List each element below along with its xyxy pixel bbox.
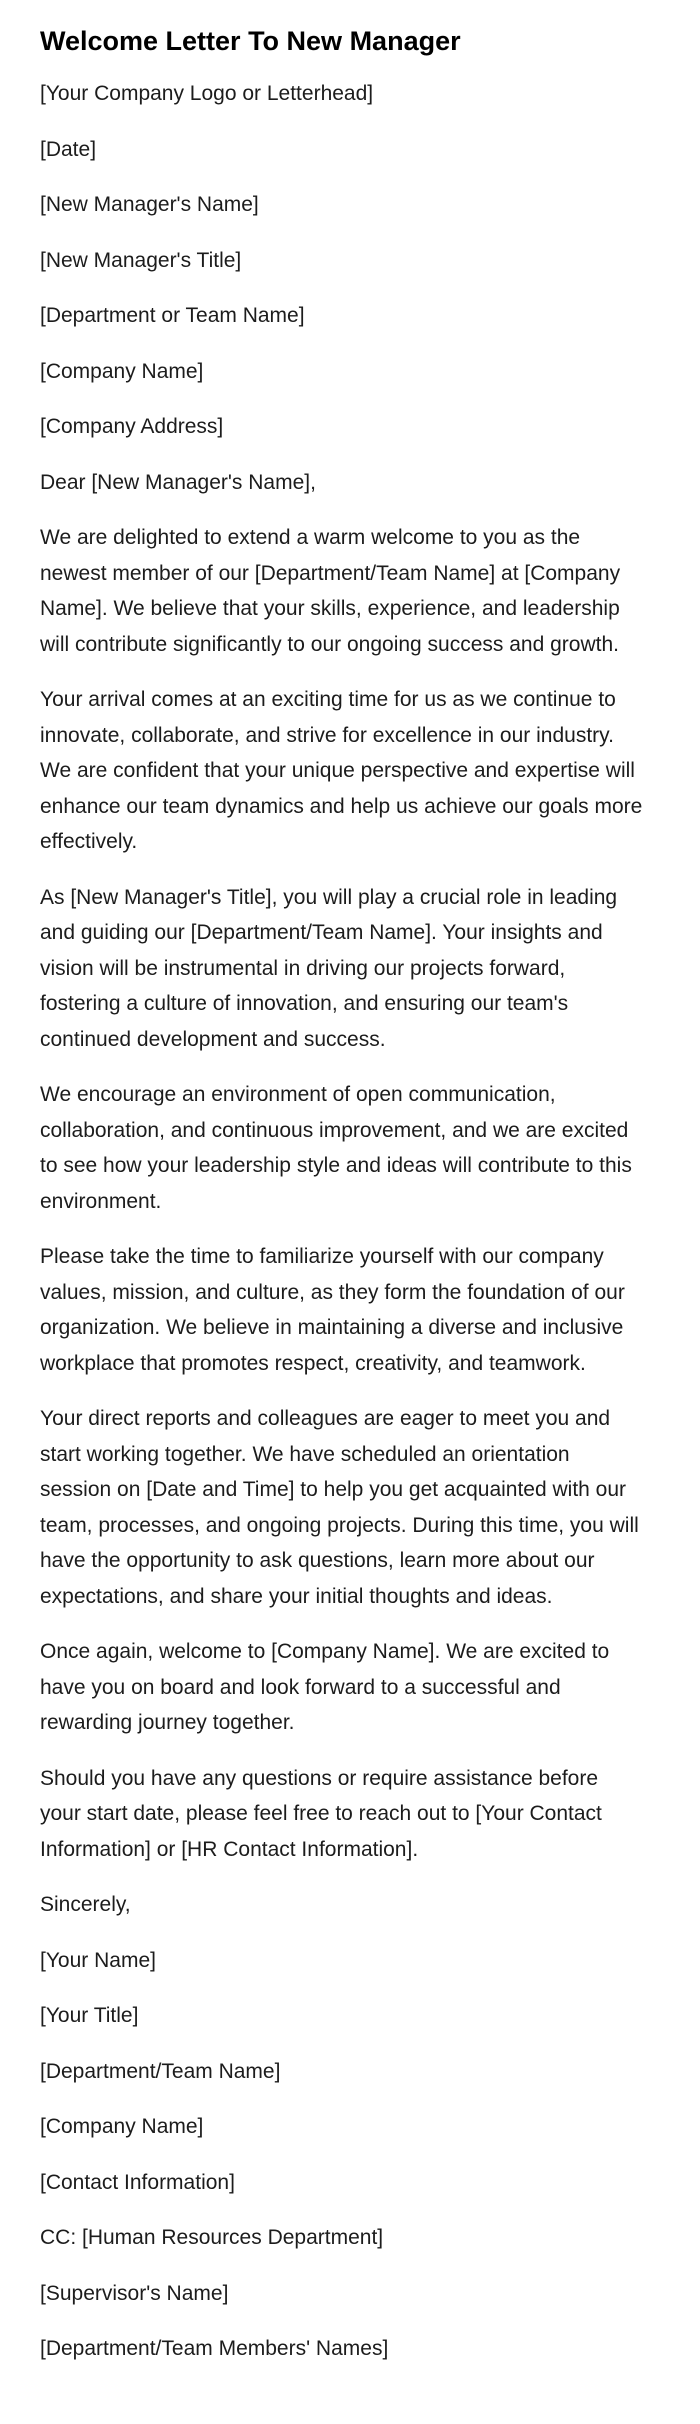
cc-team-line: [Department/Team Members' Names] [40, 2337, 389, 2360]
document-title: Welcome Letter To New Manager [40, 26, 461, 56]
signature-department: [Department/Team Name] [40, 2059, 281, 2083]
recipient-company-line: [Company Name] [40, 359, 204, 383]
body-paragraph: Should you have any questions or require assistance before your start date, please feel free to reach out to [Your Contact Information] or [HR Contact Information]. [40, 1766, 602, 1861]
body-paragraph: We are delighted to extend a warm welcome to you as the newest member of our [Department/Team Name] at [Company Name]. We believe that your skills, experience, and leadership will contribute significantly to our ongoing success and growth. [40, 526, 621, 656]
recipient-title-line: [New Manager's Title] [40, 248, 242, 272]
body-paragraph: As [New Manager's Title], you will play a crucial role in leading and guiding our [Department/Team Name]. Your insights and vision will be instrumental in driving our projects forward, fostering a culture of innovation, and ensuring our team's continued development and success. [40, 885, 618, 1051]
recipient-department-line: [Department or Team Name] [40, 304, 305, 327]
date-line: [Date] [40, 137, 97, 161]
signature-company: [Company Name] [40, 2115, 204, 2138]
body-paragraph: Please take the time to familiarize yourself with our company values, mission, and culture, as they form the foundation of our organization. We believe in maintaining a diverse and inclusive workplace that promotes respect, creativity, and teamwork. [40, 1245, 625, 1375]
letterhead-line: [Your Company Logo or Letterhead] [40, 82, 374, 105]
signature-contact: [Contact Information] [40, 2170, 235, 2194]
salutation: Dear [New Manager's Name], [40, 470, 316, 494]
signature-title: [Your Title] [40, 2004, 139, 2027]
signature-name: [Your Name] [40, 1948, 156, 1972]
recipient-address-line: [Company Address] [40, 415, 224, 438]
recipient-name-line: [New Manager's Name] [40, 193, 259, 216]
closing: Sincerely, [40, 1893, 131, 1916]
body-paragraph: We encourage an environment of open communication, collaboration, and continuous improvement, and we are excited to see how your leadership style and ideas will contribute to this environment. [40, 1083, 632, 1213]
body-paragraph: Your direct reports and colleagues are eager to meet you and start working together. We have scheduled an orientation session on [Date and Time] to help you get acquainted with our team, processes, and ongoing projects. During this time, you will have the opportunity to ask questions, learn more about our expectations, and share your initial thoughts and ideas. [40, 1407, 639, 1608]
cc-supervisor-line: [Supervisor's Name] [40, 2281, 229, 2305]
cc-line: CC: [Human Resources Department] [40, 2226, 384, 2249]
body-paragraph: Once again, welcome to [Company Name]. We are excited to have you on board and look forward to a successful and rewarding journey together. [40, 1640, 610, 1734]
body-paragraph: Your arrival comes at an exciting time for us as we continue to innovate, collaborate, and strive for excellence in our industry. We are confident that your unique perspective and expertise will enhance our team dynamics and help us achieve our goals more effectively. [40, 688, 643, 853]
